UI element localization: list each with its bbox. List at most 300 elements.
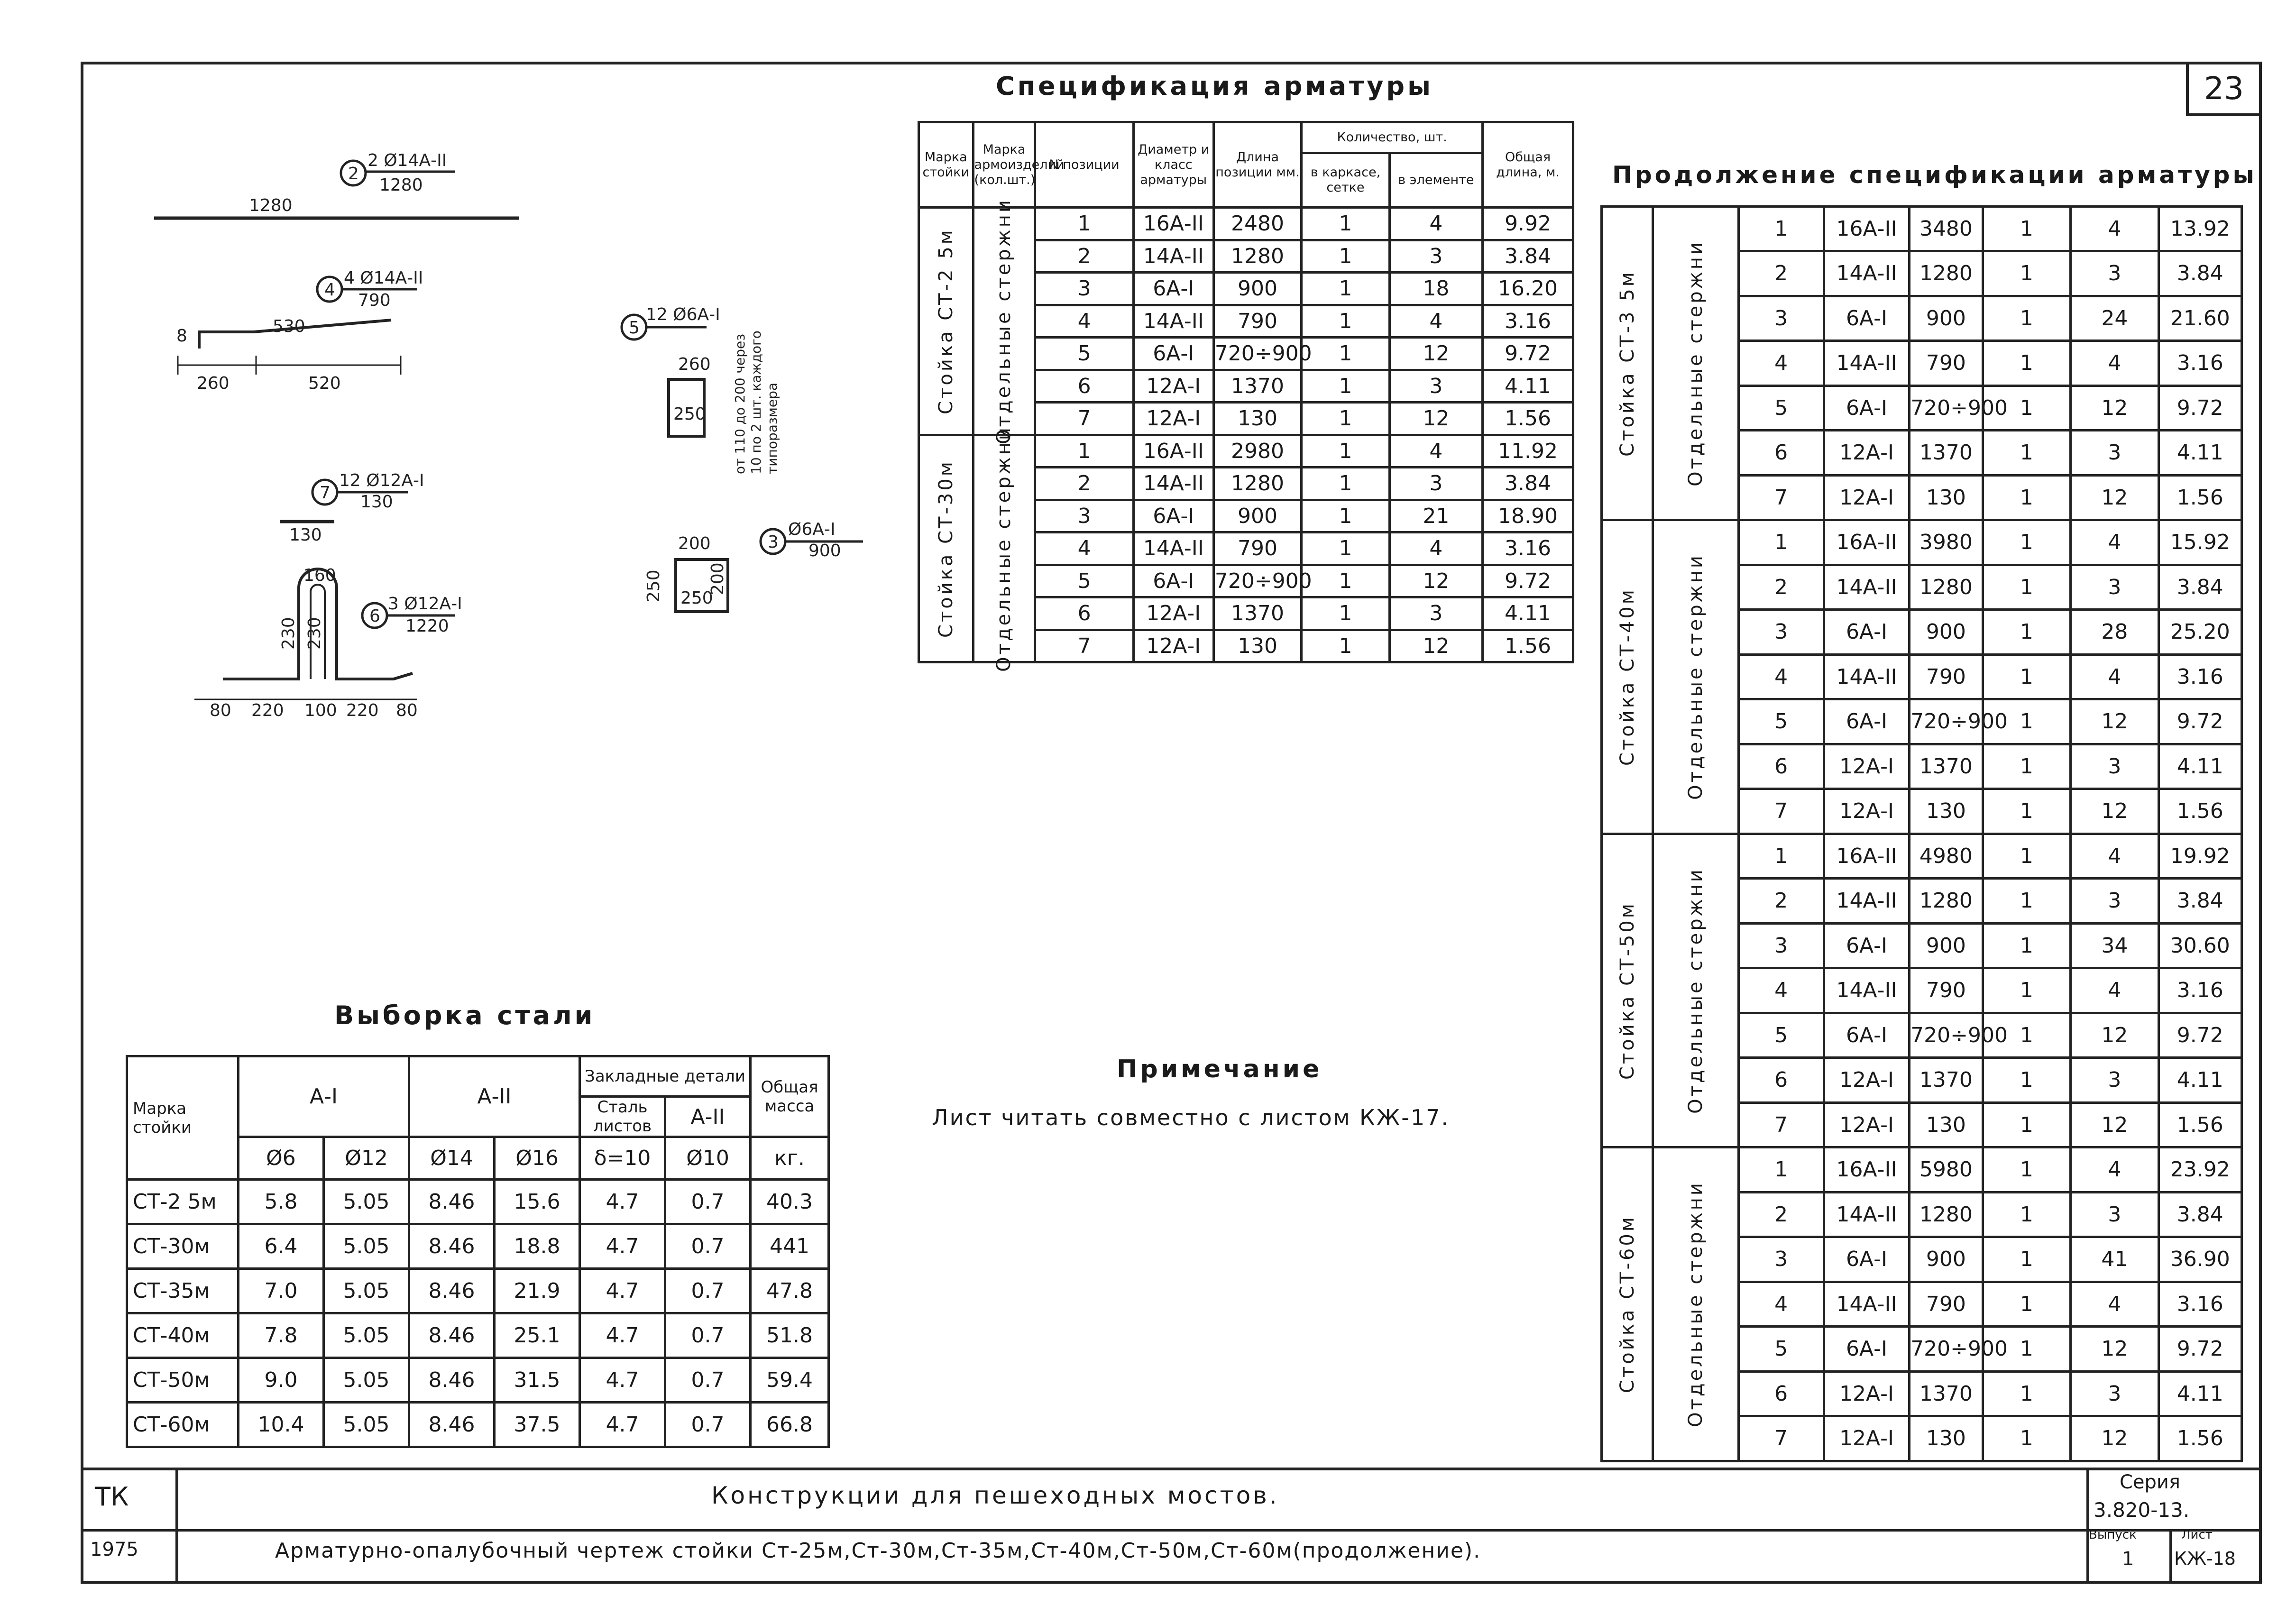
b6-dim-5: 80 [396,701,418,720]
spec-cell: 12 [2071,1416,2158,1461]
spec-cell: 3.84 [1483,240,1573,273]
spec-cell: 12А-І [1824,1416,1909,1461]
group-items: Отдельные стержни [993,425,1015,672]
spec-cell: 6А-І [1133,500,1213,532]
steel-cell: 8.46 [409,1180,495,1224]
spec-cell: 1 [1983,296,2070,341]
spec-cell: 2 [1738,1192,1824,1237]
spec-cell: 4 [1738,654,1824,699]
b4-label: 4 Ø14А-ІІ [344,268,423,288]
b4-d4: 520 [308,374,341,393]
steel-subheader: Ø10 [665,1137,751,1180]
spec-cell: 4 [1738,1282,1824,1327]
steel-mark-cell: СТ-40м [127,1313,239,1358]
spec-cell: 6А-І [1824,385,1909,431]
spec-cell: 6 [1738,1058,1824,1103]
b6-h1: 230 [279,617,298,650]
steel-cell: 0.7 [665,1224,751,1269]
spec-cell: 1 [1302,305,1389,338]
steel-mark-cell: СТ-30м [127,1224,239,1269]
spec-cell: 12 [2071,1327,2158,1372]
steel-mark-cell: СТ-60м [127,1403,239,1447]
spec-cell: 1 [1738,206,1824,251]
steel-cell: 15.6 [495,1180,580,1224]
steel-cell: 18.8 [495,1224,580,1269]
steel-cell: 0.7 [665,1358,751,1403]
spec-cell: 1 [1302,532,1389,565]
steel-title: Выборка стали [334,1000,596,1030]
spec-cell: 12А-І [1824,1058,1909,1103]
spec-cell: 3.84 [2158,251,2241,296]
b2-dim: 1280 [249,196,293,215]
steel-cell: 5.05 [324,1269,409,1313]
spec-cell: 36.90 [2158,1237,2241,1282]
steel-cell: 40.3 [751,1180,829,1224]
spec-cell: 1.56 [2158,475,2241,520]
spec-cell: 3.16 [2158,654,2241,699]
group-items-cell [1653,206,1738,520]
spec-cell: 1 [1983,1416,2070,1461]
h-qty-frame: в каркасе, сетке [1302,153,1389,208]
b6-len: 1220 [405,616,449,636]
steel-subheader: Ø6 [239,1137,324,1180]
note-text: Лист читать совместно с листом КЖ-17. [932,1105,1450,1130]
steel-row [127,1224,829,1269]
spec-cell: 6А-І [1824,1237,1909,1282]
spec-cell: 1 [1983,475,2070,520]
steel-cell: 9.0 [239,1358,324,1403]
steel-cell: 5.05 [324,1224,409,1269]
spec-cell: 14А-ІІ [1133,305,1213,338]
b3-d2: 250 [680,588,713,608]
spec-cell: 720÷900 [1910,699,1983,744]
spec-cell: 1.56 [1483,630,1573,662]
spec-cell: 900 [1910,296,1983,341]
spec-cell: 9.72 [2158,1327,2241,1372]
group-items-cell [1653,1147,1738,1461]
spec-cell: 12 [1389,630,1482,662]
spec-cell: 12 [2071,1102,2158,1147]
spec-cell: 24 [2071,296,2158,341]
spec-cell: 2 [1738,565,1824,610]
spec-cell: 3 [1738,296,1824,341]
spec-cell: 6А-І [1824,1013,1909,1058]
spec-cell: 12А-І [1824,475,1909,520]
spec-cell: 4 [1035,532,1133,565]
spec-cell: 14А-ІІ [1824,565,1909,610]
spec-cell: 6А-І [1133,273,1213,305]
b3-len: 900 [808,541,841,560]
spec-cell: 1 [1302,338,1389,370]
sheet-number: 23 [2204,70,2244,107]
spec-cell: 12А-І [1133,403,1213,435]
spec-cell: 1 [1738,1147,1824,1193]
steel-cell: 0.7 [665,1403,751,1447]
spec-cell: 720÷900 [1910,1013,1983,1058]
spec-cell: 1 [1983,699,2070,744]
spec-cell: 3.16 [1483,305,1573,338]
tb-issue-label: Выпуск [2089,1528,2137,1542]
spec-cell: 34 [2071,923,2158,968]
spec-cell: 12 [1389,403,1482,435]
spec-cell: 1.56 [1483,403,1573,435]
steel-subheader: Ø12 [324,1137,409,1180]
spec-cell: 5980 [1910,1147,1983,1193]
tb-sheet-title: Арматурно-опалубочный чертеж стойки Ст-25м,Ст-30м,Ст-35м,Ст-40м,Ст-50м,Ст-60м(продолжение). [275,1539,1481,1563]
spec-cell: 3 [2071,565,2158,610]
spec-cell: 12А-І [1824,744,1909,789]
spec-title: Спецификация арматуры [996,71,1433,101]
spec-cell: 3 [2071,431,2158,476]
spec-cell: 5 [1738,1327,1824,1372]
spec-cell: 1280 [1910,251,1983,296]
spec-cell: 790 [1213,305,1301,338]
group-mark-cell [1602,520,1653,834]
spec-cell: 12 [2071,789,2158,834]
b3-d3: 200 [708,562,727,595]
steel-h-mark: Марка стойки [127,1056,239,1180]
steel-h-sheet: Сталь листов [580,1097,665,1137]
spec-cell: 1 [1983,1371,2070,1416]
spec-cell: 1 [1983,385,2070,431]
spec-cell: 1280 [1213,240,1301,273]
b7-dim: 130 [289,525,322,545]
steel-h-emb: Закладные детали [580,1056,751,1097]
spec-cell: 1 [1302,500,1389,532]
mark-2: 2 [348,164,359,184]
spec-cell: 41 [2071,1237,2158,1282]
spec-cell: 3.84 [2158,879,2241,924]
tb-right-divider [2086,1468,2089,1584]
spec-cell: 1 [1302,597,1389,630]
spec-cell: 900 [1910,923,1983,968]
steel-cell: 51.8 [751,1313,829,1358]
spec-cell: 1 [1983,1282,2070,1327]
steel-h-a1: А-І [239,1056,409,1137]
spec-cell: 9.72 [2158,1013,2241,1058]
spec-cell: 900 [1213,273,1301,305]
steel-cell: 4.7 [580,1313,665,1358]
tb-top-line [81,1468,2262,1470]
spec-row [1602,520,2244,565]
spec-cell: 130 [1910,475,1983,520]
spec-cell: 1 [1035,435,1133,468]
steel-cell: 5.05 [324,1403,409,1447]
spec-cell: 16А-ІІ [1133,435,1213,468]
h-total: Общая длина, м. [1483,122,1573,208]
spec-cell: 6 [1035,370,1133,403]
steel-cell: 4.7 [580,1358,665,1403]
spec-cell: 12 [1389,338,1482,370]
spec-cell: 2 [1035,468,1133,500]
spec-cell: 3 [1389,468,1482,500]
steel-subheader: Ø16 [495,1137,580,1180]
spec-cell: 14А-ІІ [1824,251,1909,296]
mark-3: 3 [768,532,779,552]
spec-cell: 130 [1910,789,1983,834]
steel-cell: 21.9 [495,1269,580,1313]
spec-cell: 12 [2071,475,2158,520]
spec-cell: 790 [1910,341,1983,386]
b5-note-3: типоразмера [764,382,780,474]
mark-4: 4 [324,280,335,300]
spec-cell: 12А-І [1824,431,1909,476]
spec-cell: 1.56 [2158,1102,2241,1147]
spec-cell: 2 [1035,240,1133,273]
spec-cell: 3980 [1910,520,1983,565]
steel-cell: 6.4 [239,1224,324,1269]
h-dia: Диаметр и класс арматуры [1133,122,1213,208]
spec-cell: 4 [1389,305,1482,338]
group-mark: Стойка СТ-40м [1616,587,1638,766]
tb-sheet-label: Лист [2181,1528,2213,1542]
spec-cell: 1 [1035,208,1133,240]
b5-label: 12 Ø6А-І [646,305,720,324]
spec-cell: 16А-ІІ [1824,206,1909,251]
spec-cell: 1 [1302,565,1389,597]
spec-cell: 6 [1738,1371,1824,1416]
steel-cell: 66.8 [751,1403,829,1447]
spec-cell: 3 [2071,1192,2158,1237]
spec-cell: 1 [1983,1147,2070,1193]
tb-series-label: Серия [2120,1471,2180,1493]
spec-cell: 6 [1738,744,1824,789]
spec-cell: 1 [1983,879,2070,924]
spec-cell: 1 [1983,834,2070,879]
group-items-cell [973,425,1035,672]
steel-cell: 0.7 [665,1313,751,1358]
spec-cell: 12А-І [1133,370,1213,403]
spec-cell: 4.11 [1483,597,1573,630]
b5-note-2: 10 по 2 шт. каждого [748,330,764,474]
spec-cell: 1 [1983,431,2070,476]
group-mark-cell [1602,206,1653,520]
b5-note-1: от 110 до 200 через [732,333,748,474]
b4-d1: 8 [176,326,187,346]
spec-cell: 1 [1302,403,1389,435]
steel-cell: 8.46 [409,1403,495,1447]
spec-cell: 3 [2071,744,2158,789]
mark-7: 7 [320,483,331,503]
spec-cell: 720÷900 [1910,385,1983,431]
spec-cell: 12 [2071,1013,2158,1058]
spec-cell: 7 [1738,1416,1824,1461]
group-mark: Стойка СТ-3 5м [1616,269,1638,457]
mark-5: 5 [629,318,640,338]
spec-cell: 900 [1213,500,1301,532]
spec-cell: 5 [1738,699,1824,744]
spec-cell: 1370 [1910,1058,1983,1103]
steel-cell: 5.05 [324,1180,409,1224]
steel-cell: 7.8 [239,1313,324,1358]
spec-cell: 4 [1389,435,1482,468]
spec-cell: 5 [1738,1013,1824,1058]
spec-cell: 3 [1389,370,1482,403]
h-items: Марка армоизделий (кол.шт.) [973,122,1035,208]
group-items-cell [973,198,1035,445]
b6-dim-1: 80 [210,701,231,720]
spec-cell: 4.11 [2158,431,2241,476]
spec-cell: 14А-ІІ [1133,532,1213,565]
spec-cell: 6 [1738,431,1824,476]
spec-cell: 1 [1983,1013,2070,1058]
spec-cell: 4.11 [2158,1371,2241,1416]
group-items: Отдельные стержни [1684,553,1707,800]
spec-cell: 5 [1738,385,1824,431]
steel-cell: 47.8 [751,1269,829,1313]
spec-cell: 4 [1035,305,1133,338]
steel-mark-cell: СТ-50м [127,1358,239,1403]
group-mark-cell [1602,834,1653,1147]
spec-row [919,435,1573,468]
cont-title: Продолжение спецификации арматуры [1612,161,2257,189]
spec-cell: 1 [1983,1237,2070,1282]
steel-cell: 8.46 [409,1224,495,1269]
spec-cell: 21.60 [2158,296,2241,341]
spec-cell: 14А-ІІ [1133,240,1213,273]
b4-d3: 260 [197,374,230,393]
b3-d4: 250 [644,569,663,602]
spec-cell: 11.92 [1483,435,1573,468]
steel-cell: 59.4 [751,1358,829,1403]
group-mark: Стойка СТ-2 5м [935,228,957,415]
spec-cell: 6А-І [1824,610,1909,655]
spec-cell: 3 [2071,251,2158,296]
spec-cell: 4.11 [2158,744,2241,789]
spec-cell: 1 [1983,251,2070,296]
spec-cell: 21 [1389,500,1482,532]
b6-h2: 230 [305,617,324,650]
steel-subheader: δ=10 [580,1137,665,1180]
spec-cell: 4 [2071,654,2158,699]
spec-cell: 1280 [1910,1192,1983,1237]
spec-cell: 16А-ІІ [1824,1147,1909,1193]
steel-cell: 5.05 [324,1358,409,1403]
tb-left-divider [175,1468,178,1584]
spec-cell: 1 [1983,1058,2070,1103]
spec-cell: 3 [1035,273,1133,305]
spec-cell: 4 [2071,834,2158,879]
spec-cell: 14А-ІІ [1824,879,1909,924]
spec-cell: 130 [1910,1416,1983,1461]
steel-row [127,1403,829,1447]
tb-project: Конструкции для пешеходных мостов. [711,1482,1279,1509]
h-qty-elem: в элементе [1389,153,1482,208]
group-items: Отдельные стержни [993,198,1015,445]
spec-cell: 14А-ІІ [1824,968,1909,1013]
steel-cell: 37.5 [495,1403,580,1447]
spec-cell: 1370 [1910,431,1983,476]
b4-d2: 530 [273,317,305,336]
spec-cell: 2 [1738,879,1824,924]
spec-cell: 790 [1910,968,1983,1013]
steel-cell: 5.05 [324,1313,409,1358]
steel-subheader: Ø14 [409,1137,495,1180]
spec-cell: 3.84 [2158,565,2241,610]
group-items: Отдельные стержни [1684,867,1707,1114]
spec-cell: 1 [1738,834,1824,879]
spec-cell: 1 [1302,630,1389,662]
spec-cell: 4.11 [1483,370,1573,403]
spec-cell: 3 [2071,1058,2158,1103]
group-mark-cell [919,435,974,662]
tb-org: ТК [95,1482,129,1512]
spec-cell: 900 [1910,610,1983,655]
spec-cell: 1370 [1910,744,1983,789]
spec-cell: 1.56 [2158,789,2241,834]
spec-cell: 14А-ІІ [1824,1282,1909,1327]
spec-cell: 1 [1983,923,2070,968]
spec-cell: 1 [1983,654,2070,699]
spec-cell: 1280 [1910,879,1983,924]
spec-row [1602,1147,2244,1193]
steel-cell: 7.0 [239,1269,324,1313]
steel-row [127,1313,829,1358]
spec-cell: 4 [1738,341,1824,386]
spec-cell: 130 [1213,403,1301,435]
spec-cell: 130 [1213,630,1301,662]
spec-cell: 5 [1035,565,1133,597]
spec-cell: 15.92 [2158,520,2241,565]
spec-cell: 5 [1035,338,1133,370]
b5-d1: 260 [678,355,711,374]
spec-cell: 1 [1983,565,2070,610]
spec-cell: 1 [1983,1327,2070,1372]
h-mark: Марка стойки [919,122,974,208]
spec-cell: 7 [1738,475,1824,520]
spec-cell: 16.20 [1483,273,1573,305]
spec-cell: 6 [1035,597,1133,630]
spec-cell: 7 [1035,630,1133,662]
spec-cell: 12А-І [1133,630,1213,662]
group-items: Отдельные стержни [1684,1181,1707,1428]
spec-cell: 16А-ІІ [1824,834,1909,879]
spec-cell: 790 [1213,532,1301,565]
spec-cell: 6А-І [1824,699,1909,744]
b6-dim-4: 220 [346,701,379,720]
spec-cell: 30.60 [2158,923,2241,968]
steel-cell: 441 [751,1224,829,1269]
mark-6: 6 [369,606,380,626]
spec-cell: 3 [2071,1371,2158,1416]
spec-cell: 3 [1389,240,1482,273]
b5-d2: 250 [673,404,706,424]
spec-cell: 1 [1302,435,1389,468]
b2-len: 1280 [379,175,423,195]
rebar-sketches [142,133,901,749]
spec-cell: 12 [2071,699,2158,744]
spec-table [918,121,1574,672]
spec-cell: 25.20 [2158,610,2241,655]
spec-cell: 1 [1983,341,2070,386]
spec-cell: 3 [1738,610,1824,655]
spec-cell: 3.16 [2158,1282,2241,1327]
spec-cell: 23.92 [2158,1147,2241,1193]
spec-cell: 9.72 [1483,565,1573,597]
spec-cell: 9.72 [2158,699,2241,744]
tb-right-mid-divider [2169,1529,2172,1584]
spec-cell: 4 [2071,968,2158,1013]
spec-cell: 1370 [1213,370,1301,403]
spec-cell: 1 [1302,273,1389,305]
steel-row [127,1358,829,1403]
tb-series: 3.820-13. [2094,1498,2190,1522]
spec-cell: 1.56 [2158,1416,2241,1461]
steel-h-a2: А-ІІ [409,1056,580,1137]
spec-cell: 3480 [1910,206,1983,251]
steel-cell: 0.7 [665,1180,751,1224]
spec-cell: 18 [1389,273,1482,305]
